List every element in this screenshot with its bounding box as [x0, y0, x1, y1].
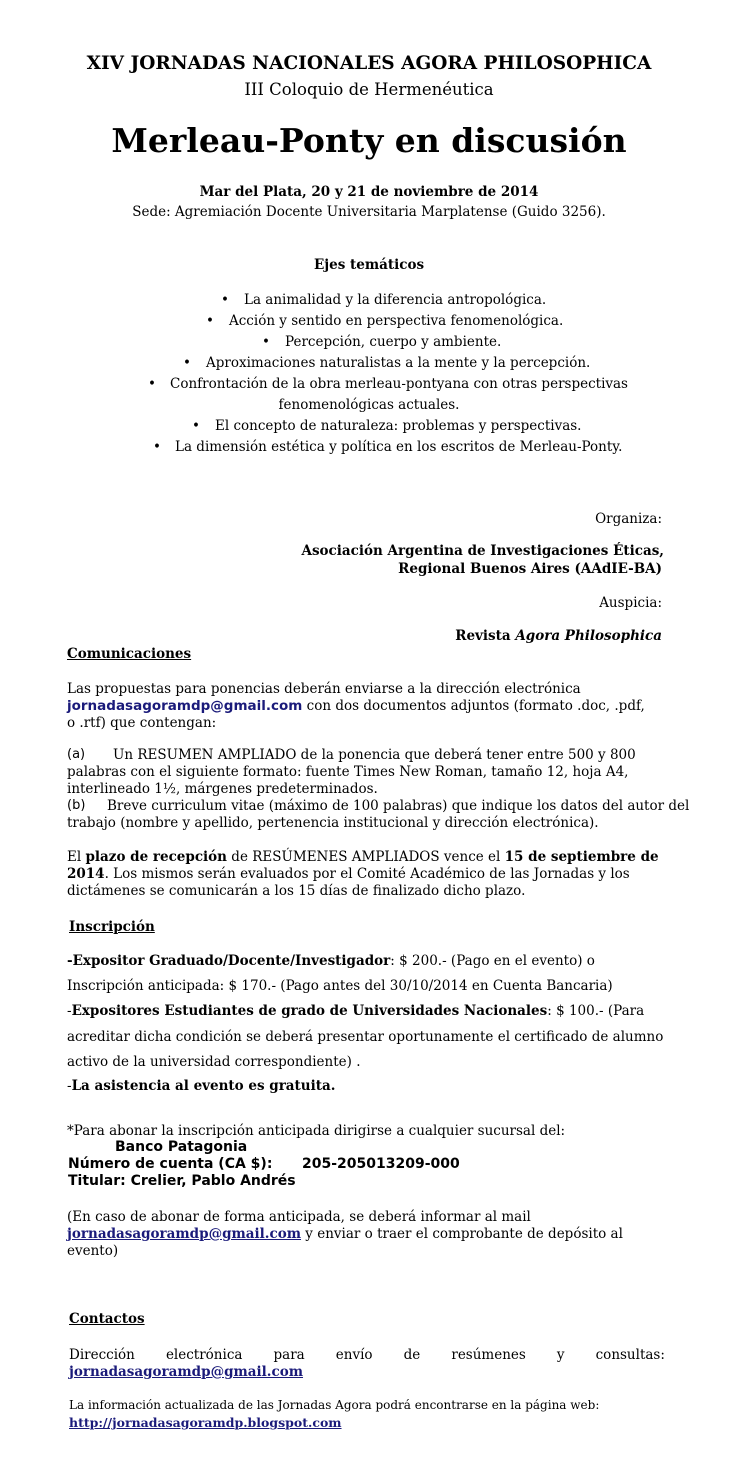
- item-b-text1: Breve curriculum vitae (máximo de 100 palabras) que indique los datos del autor del: [107, 798, 690, 814]
- inscripcion-line3: -Expositores Estudiantes de grado de Universidades Nacionales: $ 100.- (Para: [67, 1003, 645, 1019]
- org-name-line2: Regional Buenos Aires (AAdIE-BA): [398, 561, 662, 577]
- event-venue: Sede: Agremiación Docente Universitaria Marplatense (Guido 3256).: [132, 204, 606, 220]
- revista-line: Revista Agora Philosophica: [455, 628, 662, 644]
- web-url-line: [69, 1415, 342, 1430]
- item-a-text2: palabras con el siguiente formato: fuente Times New Roman, tamaño 12, hoja A4,: [67, 764, 629, 780]
- banco-intro: *Para abonar la inscripción anticipada dirigirse a cualquier sucursal del:: [67, 1123, 566, 1139]
- contactos-email-line: [69, 1364, 303, 1380]
- eje-item: El concepto de naturaleza: problemas y perspectivas.: [215, 418, 582, 434]
- banco-note2: jornadasagoramdp@gmail.com y enviar o traer el comprobante de depósito al: [67, 1226, 623, 1242]
- account-holder: Titular: Crelier, Pablo Andrés: [68, 1173, 296, 1189]
- plazo-line3: dictámenes se comunicarán a los 15 días de finalizado dicho plazo.: [67, 883, 526, 899]
- contactos-heading: Contactos: [69, 1311, 145, 1327]
- item-a-label: (a): [67, 747, 86, 762]
- bullet-icon: •: [221, 292, 229, 308]
- account-label: Número de cuenta (CA $):: [68, 1156, 273, 1172]
- bullet-icon: •: [262, 334, 270, 350]
- bullet-icon: •: [153, 439, 161, 455]
- inscripcion-heading: Inscripción: [69, 919, 155, 935]
- eje-item: La dimensión estética y política en los escritos de Merleau-Ponty.: [175, 439, 623, 455]
- comunicaciones-p1-b: jornadasagoramdp@gmail.com con dos documentos adjuntos (formato .doc, .pdf,: [67, 698, 645, 714]
- eje-item-cont: fenomenológicas actuales.: [278, 397, 460, 413]
- plazo-line2: 2014. Los mismos serán evaluados por el Comité Académico de las Jornadas y los: [67, 866, 630, 882]
- eje-item: Aproximaciones naturalistas a la mente y la percepción.: [206, 355, 591, 371]
- eje-item: Acción y sentido en perspectiva fenomenológica.: [229, 313, 564, 329]
- auspicia-label: Auspicia:: [599, 595, 662, 611]
- eje-item: La animalidad y la diferencia antropológica.: [244, 292, 547, 308]
- revista-name: Agora Philosophica: [515, 628, 662, 644]
- item-b-text2: trabajo (nombre y apellido, pertenencia institucional y dirección electrónica).: [67, 815, 599, 831]
- inscripcion-line6: -La asistencia al evento es gratuita.: [67, 1078, 336, 1094]
- event-subtitle: III Coloquio de Hermenéutica: [244, 80, 494, 99]
- event-title: XIV JORNADAS NACIONALES AGORA PHILOSOPHICA: [86, 53, 652, 74]
- email-link[interactable]: jornadasagoramdp@gmail.com: [69, 1364, 304, 1380]
- bullet-icon: •: [183, 355, 191, 371]
- banco-note1: (En caso de abonar de forma anticipada, se deberá informar al mail: [67, 1209, 531, 1225]
- account-number: 205-205013209-000: [302, 1156, 460, 1172]
- item-a-text3: interlineado 1½, márgenes predeterminados.: [67, 781, 378, 797]
- main-title: Merleau-Ponty en discusión: [111, 121, 627, 160]
- plazo-line1: El plazo de recepción de RESÚMENES AMPLIADOS vence el 15 de septiembre de: [67, 849, 659, 865]
- bullet-icon: •: [192, 418, 200, 434]
- inscripcion-line5: activo de la universidad correspondiente) .: [67, 1054, 361, 1070]
- comunicaciones-heading: Comunicaciones: [67, 646, 192, 662]
- bank-name: Banco Patagonia: [115, 1139, 248, 1155]
- item-a-text1: Un RESUMEN AMPLIADO de la ponencia que deberá tener entre 500 y 800: [113, 747, 636, 763]
- banco-note3: evento): [67, 1243, 119, 1259]
- web-info: La información actualizada de las Jornadas Agora podrá encontrarse en la página web:: [69, 1398, 600, 1412]
- bullet-icon: •: [148, 376, 156, 392]
- email-link[interactable]: jornadasagoramdp@gmail.com: [67, 1226, 302, 1242]
- organiza-label: Organiza:: [595, 511, 662, 527]
- bullet-icon: •: [206, 313, 214, 329]
- org-name-line1: Asociación Argentina de Investigaciones Éticas,: [301, 543, 664, 559]
- ejes-heading: Ejes temáticos: [313, 257, 425, 273]
- eje-item: Percepción, cuerpo y ambiente.: [285, 334, 502, 350]
- web-link[interactable]: http://jornadasagoramdp.blogspot.com: [69, 1415, 342, 1430]
- inscripcion-line1: -Expositor Graduado/Docente/Investigador: $ 200.- (Pago en el evento) o: [67, 953, 595, 969]
- comunicaciones-p1-a: Las propuestas para ponencias deberán enviarse a la dirección electrónica: [67, 681, 581, 697]
- eje-item: Confrontación de la obra merleau-pontyana con otras perspectivas: [170, 376, 628, 392]
- item-b-label: (b): [67, 798, 86, 813]
- contactos-line: Dirección electrónica para envío de resúmenes y consultas:: [69, 1347, 665, 1363]
- inscripcion-line2: Inscripción anticipada: $ 170.- (Pago antes del 30/10/2014 en Cuenta Bancaria): [67, 978, 613, 994]
- inscripcion-line4: acreditar dicha condición se deberá presentar oportunamente el certificado de alumno: [67, 1029, 664, 1045]
- comunicaciones-p1-c: o .rtf) que contengan:: [67, 715, 217, 731]
- email-link[interactable]: jornadasagoramdp@gmail.com: [67, 698, 303, 714]
- event-date: Mar del Plata, 20 y 21 de noviembre de 2014: [199, 184, 539, 200]
